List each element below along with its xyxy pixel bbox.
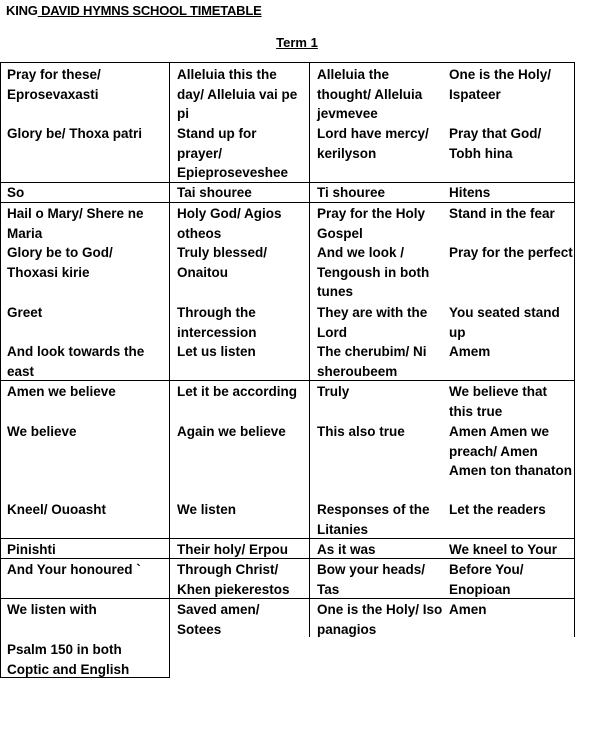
table-cell: Glory be/ Thoxa patri: [7, 126, 143, 141]
table-cell: Ti shouree: [317, 185, 386, 200]
table-cell: We listen with: [7, 602, 97, 617]
table-cell: Glory be to God/ Thoxasi kirie: [7, 245, 113, 280]
term-label: Term 1: [276, 35, 318, 50]
table-cell: Truly blessed/ Onaitou: [177, 245, 268, 280]
table-cell: Saved amen/ Sotees: [177, 602, 260, 637]
table-cell: Pinishti: [7, 542, 56, 557]
table-cell: Amem: [449, 344, 491, 359]
table-cell: Through Christ/ Khen piekerestos: [177, 562, 290, 597]
table-cell: Responses of the Litanies: [317, 502, 430, 537]
table-cell: And we look / Tengoush in both tunes: [317, 245, 430, 299]
table-cell: One is the Holy/ Iso panagios: [317, 602, 443, 637]
table-cell: Alleluia this the day/ Alleluia vai pe pi: [177, 67, 298, 121]
table-cell: Holy God/ Agios otheos: [177, 206, 282, 241]
table-rule: [0, 62, 575, 63]
table-cell: So: [7, 185, 25, 200]
table-cell: Truly: [317, 384, 350, 399]
table-cell: We listen: [177, 502, 237, 517]
table-cell: Psalm 150 in both Coptic and English: [7, 642, 130, 677]
table-rule: [0, 538, 575, 539]
table-cell: Stand up for prayer/ Epieproseveshee: [177, 126, 289, 180]
table-cell: Amen Amen we preach/ Amen Amen ton thanaton: [449, 424, 572, 478]
table-cell: Hitens: [449, 185, 491, 200]
table-cell: Stand in the fear: [449, 206, 555, 221]
table-cell: One is the Holy/ Ispateer: [449, 67, 552, 102]
table-rule: [169, 62, 170, 678]
table-cell: Let us listen: [177, 344, 256, 359]
title-prefix: KING: [6, 3, 38, 18]
table-rule: [0, 62, 1, 678]
table-cell: Pray that God/ Tobh hina: [449, 126, 542, 161]
table-cell: They are with the Lord: [317, 305, 428, 340]
title-rest: DAVID HYMNS SCHOOL TIMETABLE: [37, 3, 262, 18]
table-cell: Kneel/ Ouoasht: [7, 502, 107, 517]
table-rule: [574, 62, 575, 637]
table-cell: We believe that this true: [449, 384, 548, 419]
table-cell: Amen we believe: [7, 384, 116, 399]
table-cell: This also true: [317, 424, 405, 439]
table-rule: [309, 62, 310, 637]
table-cell: We kneel to Your: [449, 542, 558, 557]
table-cell: Amen: [449, 602, 487, 617]
table-cell: Pray for the Holy Gospel: [317, 206, 426, 241]
table-cell: Pray for these/ Eprosevaxasti: [7, 67, 101, 102]
table-cell: Let it be according: [177, 384, 298, 399]
table-cell: Let the readers: [449, 502, 546, 517]
table-cell: Hail o Mary/ Shere ne Maria: [7, 206, 144, 241]
table-cell: Greet: [7, 305, 43, 320]
table-cell: As it was: [317, 542, 376, 557]
table-cell: Through the intercession: [177, 305, 257, 340]
table-cell: Bow your heads/ Tas: [317, 562, 426, 597]
table-cell: Their holy/ Erpou: [177, 542, 289, 557]
table-cell: Pray for the perfect: [449, 245, 573, 260]
table-cell: Alleluia the thought/ Alleluia jevmevee: [317, 67, 423, 121]
table-cell: Again we believe: [177, 424, 286, 439]
table-cell: And Your honoured `: [7, 562, 141, 577]
table-cell: The cherubim/ Ni sheroubeem: [317, 344, 427, 379]
table-cell: Before You/ Enopioan: [449, 562, 524, 597]
table-cell: We believe: [7, 424, 77, 439]
table-cell: And look towards the east: [7, 344, 145, 379]
table-cell: Lord have mercy/ kerilyson: [317, 126, 429, 161]
table-cell: Tai shouree: [177, 185, 252, 200]
table-cell: You seated stand up: [449, 305, 560, 340]
